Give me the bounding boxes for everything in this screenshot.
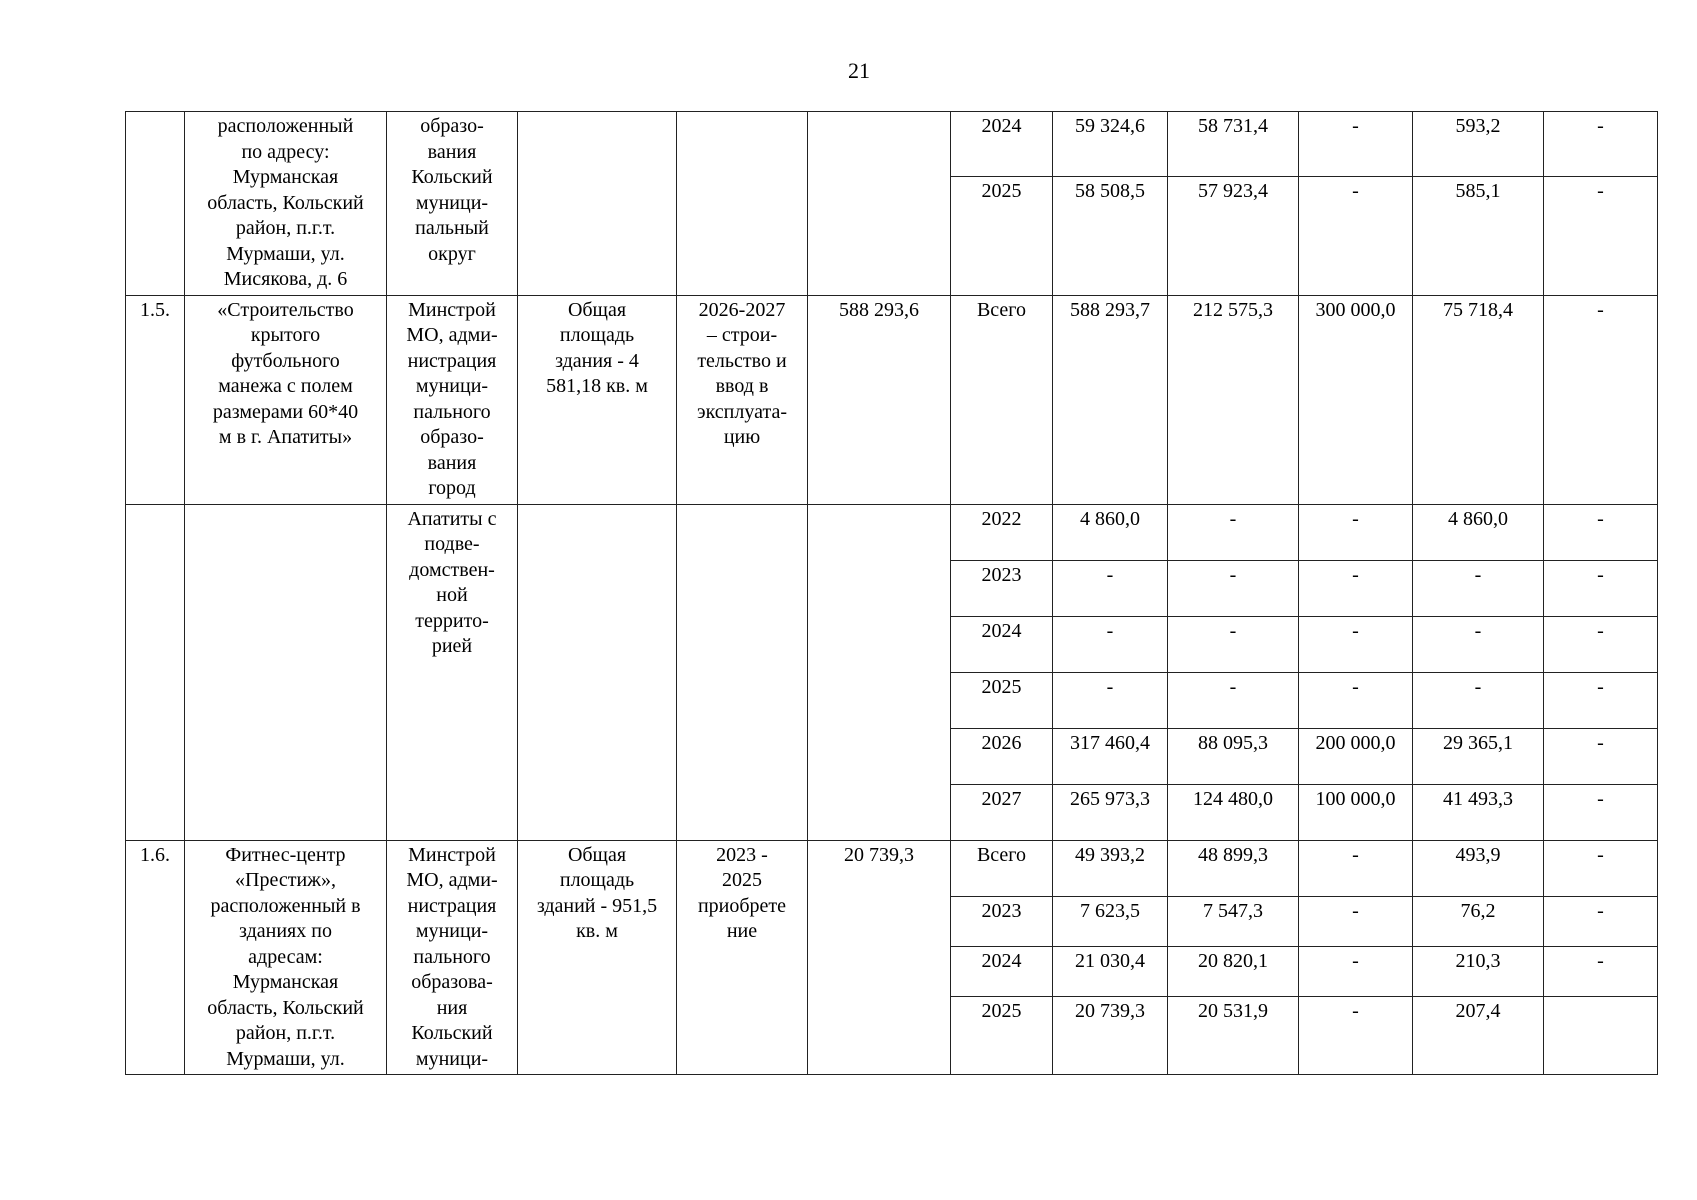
local-budget-cell (1413, 896, 1544, 946)
estimated-cost-cell (808, 840, 951, 1075)
capacity-cell-text: Общая площадь здания - 4 581,18 кв. м (546, 298, 648, 397)
federal-budget-cell (1168, 560, 1299, 616)
other-sources-cell (1544, 295, 1658, 504)
regional-budget-cell (1299, 896, 1413, 946)
federal-budget-cell-text: 20 820,1 (1198, 949, 1268, 972)
total-cell-text: 59 324,6 (1075, 115, 1145, 137)
regional-budget-cell-text: - (1352, 563, 1359, 586)
other-sources-cell (1544, 840, 1658, 896)
year-cell-text: 2026 (981, 731, 1022, 754)
total-cell-text: 49 393,2 (1075, 843, 1145, 866)
period-cell (677, 840, 808, 1075)
other-sources-cell-text: - (1597, 563, 1604, 586)
year-cell-text: 2027 (981, 787, 1022, 810)
year-cell (951, 996, 1053, 1074)
customer-cell-text: образо- вания Кольский муници- пальный округ (411, 115, 493, 265)
other-sources-cell (1544, 784, 1658, 840)
total-cell (1053, 896, 1168, 946)
year-cell-text: 2023 (981, 899, 1022, 922)
regional-budget-cell-text: 200 000,0 (1315, 731, 1396, 754)
federal-budget-cell (1168, 896, 1299, 946)
period-cell (677, 504, 808, 840)
total-cell (1053, 504, 1168, 560)
federal-budget-cell-text: - (1229, 619, 1237, 642)
period-cell (677, 295, 808, 504)
period-cell-text: 2026-2027 – строи- тельство и ввод в эксплуата- цию (697, 298, 787, 448)
regional-budget-cell-text: - (1352, 507, 1359, 530)
regional-budget-cell-text: - (1352, 675, 1359, 698)
federal-budget-cell (1168, 112, 1299, 177)
item-number-cell-text: 1.6. (140, 843, 170, 866)
local-budget-cell-text: - (1474, 563, 1482, 586)
total-cell (1053, 616, 1168, 672)
federal-budget-cell-text: 7 547,3 (1203, 899, 1263, 922)
object-name-cell (185, 295, 387, 504)
year-cell-text: 2024 (981, 949, 1022, 972)
other-sources-cell-text: - (1597, 298, 1604, 321)
customer-cell (387, 295, 518, 504)
regional-budget-cell-text: 300 000,0 (1315, 298, 1396, 321)
item-number-cell (126, 112, 185, 296)
other-sources-cell (1544, 728, 1658, 784)
regional-budget-cell (1299, 784, 1413, 840)
regional-budget-cell-text: - (1352, 949, 1359, 972)
year-cell (951, 295, 1053, 504)
local-budget-cell-text: 29 365,1 (1443, 731, 1513, 754)
regional-budget-cell (1299, 840, 1413, 896)
year-cell-text: 2025 (981, 675, 1022, 698)
regional-budget-cell-text: - (1352, 115, 1359, 137)
local-budget-cell-text: - (1474, 675, 1482, 698)
total-cell-text: - (1106, 675, 1114, 698)
regional-budget-cell (1299, 672, 1413, 728)
regional-budget-cell-text: - (1352, 843, 1359, 866)
federal-budget-cell-text: 88 095,3 (1198, 731, 1268, 754)
other-sources-cell-text: - (1597, 843, 1604, 866)
year-cell-text: 2025 (981, 999, 1022, 1022)
other-sources-cell (1544, 112, 1658, 177)
total-cell-text: 317 460,4 (1070, 731, 1150, 754)
federal-budget-cell-text: 48 899,3 (1198, 843, 1268, 866)
regional-budget-cell (1299, 112, 1413, 177)
federal-budget-cell-text: 20 531,9 (1198, 999, 1268, 1022)
other-sources-cell (1544, 896, 1658, 946)
year-cell-text: 2025 (981, 179, 1022, 202)
other-sources-cell (1544, 504, 1658, 560)
total-cell (1053, 560, 1168, 616)
total-cell-text: - (1106, 619, 1114, 642)
local-budget-cell (1413, 946, 1544, 996)
year-cell-text: Всего (976, 298, 1027, 321)
regional-budget-cell (1299, 560, 1413, 616)
local-budget-cell-text: 4 860,0 (1448, 507, 1508, 530)
object-name-cell (185, 840, 387, 1075)
page-number: 21 (848, 58, 870, 83)
federal-budget-cell-text: 57 923,4 (1198, 179, 1268, 202)
customer-cell (387, 112, 518, 296)
federal-budget-cell (1168, 672, 1299, 728)
local-budget-cell (1413, 504, 1544, 560)
year-cell (951, 728, 1053, 784)
regional-budget-cell (1299, 946, 1413, 996)
total-cell-text: - (1106, 563, 1114, 586)
year-cell (951, 840, 1053, 896)
federal-budget-cell (1168, 616, 1299, 672)
local-budget-cell-text: 41 493,3 (1443, 787, 1513, 810)
federal-budget-cell-text: 124 480,0 (1193, 787, 1273, 810)
local-budget-cell-text: 493,9 (1455, 843, 1501, 866)
local-budget-cell (1413, 840, 1544, 896)
year-cell (951, 896, 1053, 946)
total-cell (1053, 784, 1168, 840)
investment-objects-table (125, 111, 1658, 1075)
local-budget-cell (1413, 996, 1544, 1074)
local-budget-cell-text: 75 718,4 (1443, 298, 1513, 321)
local-budget-cell-text: 585,1 (1455, 179, 1501, 202)
table-body (126, 112, 1658, 1075)
year-cell-text: Всего (976, 843, 1027, 866)
federal-budget-cell (1168, 504, 1299, 560)
customer-cell-text: Минстрой МО, адми- нистрация муници- пального образова- ния Кольский муници- (406, 843, 498, 1070)
federal-budget-cell-text: - (1229, 563, 1237, 586)
other-sources-cell-text: - (1597, 619, 1604, 642)
local-budget-cell-text: 210,3 (1455, 949, 1501, 972)
other-sources-cell-text: - (1597, 949, 1604, 972)
local-budget-cell (1413, 176, 1544, 295)
federal-budget-cell (1168, 840, 1299, 896)
total-cell (1053, 295, 1168, 504)
customer-cell-text: Минстрой МО, адми- нистрация муници- пального образо- вания город (406, 298, 498, 499)
local-budget-cell (1413, 616, 1544, 672)
total-cell (1053, 176, 1168, 295)
other-sources-cell-text: - (1597, 179, 1604, 202)
federal-budget-cell-text: - (1229, 507, 1237, 530)
estimated-cost-cell-text: 588 293,6 (839, 298, 919, 321)
total-cell (1053, 728, 1168, 784)
federal-budget-cell-text: 212 575,3 (1193, 298, 1273, 321)
local-budget-cell-text: 207,4 (1455, 999, 1501, 1022)
total-cell (1053, 112, 1168, 177)
total-cell-text: 4 860,0 (1080, 507, 1140, 530)
object-name-cell-text: расположенный по адресу: Мурманская область, Кольский район, п.г.т. Мурмаши, ул. Мисякова, д. 6 (207, 115, 364, 290)
other-sources-cell-text: - (1597, 507, 1604, 530)
estimated-cost-cell (808, 112, 951, 296)
year-cell (951, 784, 1053, 840)
item-number-cell (126, 295, 185, 504)
local-budget-cell (1413, 784, 1544, 840)
federal-budget-cell (1168, 295, 1299, 504)
total-cell (1053, 672, 1168, 728)
capacity-cell (518, 504, 677, 840)
year-cell-text: 2023 (981, 563, 1022, 586)
period-cell-text: 2023 - 2025 приобрете ние (697, 843, 787, 942)
item-number-cell-text: 1.5. (140, 298, 170, 321)
federal-budget-cell-text: 58 731,4 (1198, 115, 1268, 137)
item-number-cell (126, 840, 185, 1075)
year-cell (951, 616, 1053, 672)
local-budget-cell (1413, 728, 1544, 784)
total-cell (1053, 840, 1168, 896)
capacity-cell-text: Общая площадь зданий - 951,5 кв. м (536, 843, 658, 942)
federal-budget-cell (1168, 946, 1299, 996)
year-cell (951, 560, 1053, 616)
local-budget-cell (1413, 295, 1544, 504)
total-cell-text: 265 973,3 (1070, 787, 1150, 810)
estimated-cost-cell (808, 504, 951, 840)
other-sources-cell (1544, 996, 1658, 1074)
estimated-cost-cell-text: 20 739,3 (844, 843, 914, 866)
regional-budget-cell-text: 100 000,0 (1315, 787, 1396, 810)
regional-budget-cell (1299, 504, 1413, 560)
regional-budget-cell (1299, 616, 1413, 672)
total-cell-text: 588 293,7 (1070, 298, 1150, 321)
other-sources-cell (1544, 560, 1658, 616)
regional-budget-cell-text: - (1352, 619, 1359, 642)
year-cell-text: 2024 (981, 619, 1022, 642)
other-sources-cell-text: - (1597, 675, 1604, 698)
estimated-cost-cell (808, 295, 951, 504)
other-sources-cell-text: - (1597, 731, 1604, 754)
regional-budget-cell (1299, 728, 1413, 784)
local-budget-cell-text: 593,2 (1455, 115, 1501, 137)
year-cell (951, 112, 1053, 177)
total-cell (1053, 946, 1168, 996)
federal-budget-cell (1168, 784, 1299, 840)
local-budget-cell (1413, 672, 1544, 728)
total-cell (1053, 996, 1168, 1074)
regional-budget-cell (1299, 176, 1413, 295)
total-cell-text: 7 623,5 (1080, 899, 1140, 922)
regional-budget-cell (1299, 996, 1413, 1074)
local-budget-cell-text: - (1474, 619, 1482, 642)
other-sources-cell (1544, 176, 1658, 295)
other-sources-cell (1544, 616, 1658, 672)
customer-cell (387, 504, 518, 840)
federal-budget-cell (1168, 996, 1299, 1074)
year-cell-text: 2022 (981, 507, 1022, 530)
federal-budget-cell (1168, 728, 1299, 784)
item-number-cell (126, 504, 185, 840)
local-budget-cell-text: 76,2 (1460, 899, 1496, 922)
table-row (126, 504, 1658, 560)
capacity-cell (518, 295, 677, 504)
federal-budget-cell-text: - (1229, 675, 1237, 698)
customer-cell (387, 840, 518, 1075)
capacity-cell (518, 840, 677, 1075)
regional-budget-cell (1299, 295, 1413, 504)
table-row (126, 295, 1658, 504)
total-cell-text: 20 739,3 (1075, 999, 1145, 1022)
regional-budget-cell-text: - (1352, 899, 1359, 922)
object-name-cell-text: «Строительство крытого футбольного манежа с полем размерами 60*40 м в г. Апатиты» (212, 298, 359, 448)
regional-budget-cell-text: - (1352, 999, 1359, 1022)
year-cell-text: 2024 (981, 115, 1022, 137)
capacity-cell (518, 112, 677, 296)
regional-budget-cell-text: - (1352, 179, 1359, 202)
other-sources-cell (1544, 946, 1658, 996)
year-cell (951, 504, 1053, 560)
federal-budget-cell (1168, 176, 1299, 295)
other-sources-cell-text: - (1597, 115, 1604, 137)
year-cell (951, 672, 1053, 728)
year-cell (951, 946, 1053, 996)
object-name-cell (185, 504, 387, 840)
year-cell (951, 176, 1053, 295)
table-row (126, 112, 1658, 177)
object-name-cell (185, 112, 387, 296)
table-row (126, 840, 1658, 896)
other-sources-cell-text: - (1597, 787, 1604, 810)
period-cell (677, 112, 808, 296)
total-cell-text: 58 508,5 (1075, 179, 1145, 202)
total-cell-text: 21 030,4 (1075, 949, 1145, 972)
customer-cell-text: Апатиты с подве- домствен- ной террито- рией (407, 507, 497, 657)
other-sources-cell-text: - (1597, 899, 1604, 922)
local-budget-cell (1413, 560, 1544, 616)
other-sources-cell (1544, 672, 1658, 728)
local-budget-cell (1413, 112, 1544, 177)
object-name-cell-text: Фитнес-центр «Престиж», расположенный в зданиях по адресам: Мурманская область, Кольский район, п.г.т. Мурмаши, ул. (207, 843, 364, 1070)
